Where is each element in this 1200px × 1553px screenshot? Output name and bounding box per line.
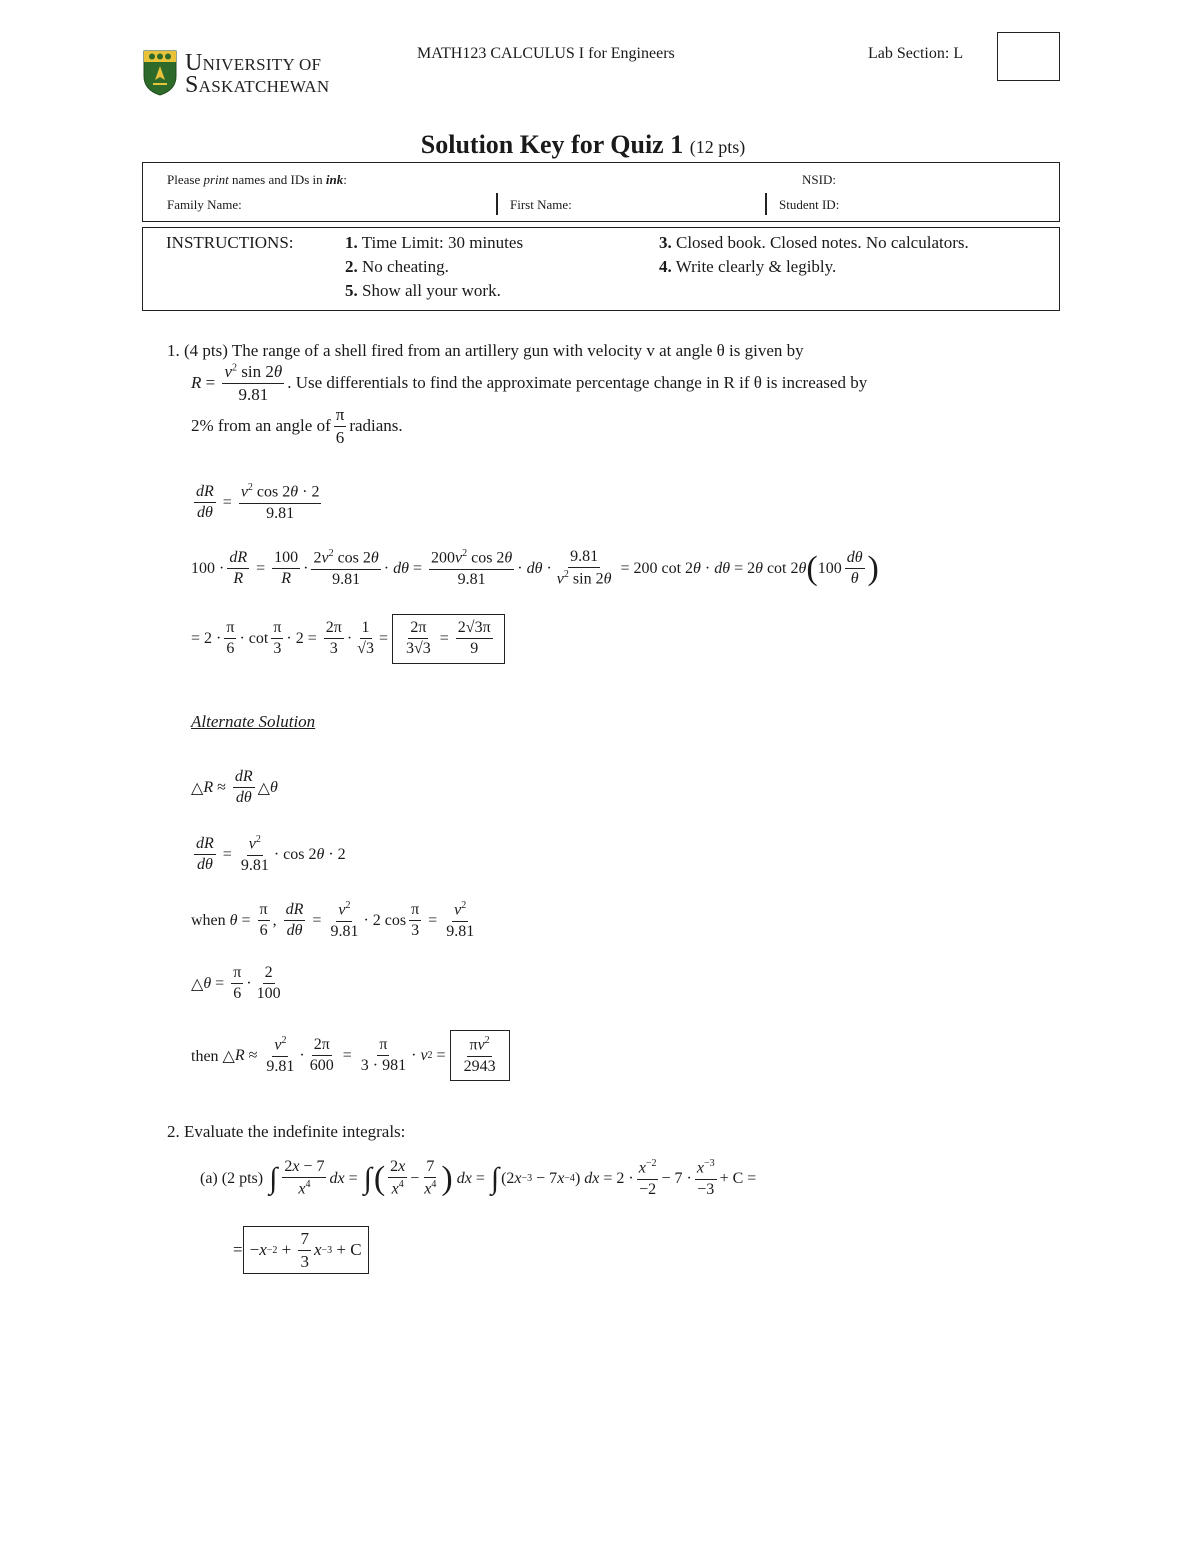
alternate-solution-heading: Alternate Solution [191, 712, 316, 731]
student-id-label: Student ID: [779, 197, 840, 212]
instruction-item: 2. No cheating. [345, 257, 449, 276]
q1-line3: 2% from an angle of $\frac{\pi}{6}$ radians. [191, 405, 403, 447]
alt-evaluate: when θ = $\frac{\pi}{6}$ , $\frac{dR}{d\theta}$ = $\frac{v^2}{9.81}$ · 2 cos $\frac{\pi}{3}$ = $\frac{v^2}{9.81}$ [191, 900, 475, 940]
q1-derivative: $\frac{dR}{d\theta}$ = $\frac{v^2 \cos 2\theta \cdot 2}{9.81}$ [196, 482, 320, 522]
print-names-label: Please print names and IDs in ink: [167, 172, 347, 187]
q1-answer-box: $\frac{2\pi}{3√3}$ = $\frac{2√3\pi}{9}$ [392, 614, 505, 664]
q1-line3-post: radians. [349, 416, 403, 436]
q1-line2-text: . Use differentials to find the approximate percentage change in R if θ is increased by [287, 373, 868, 393]
title-main: Solution Key for Quiz 1 [420, 130, 684, 159]
alt-derivative: $\frac{dR}{d\theta}$ = $\frac{v^2}{9.81}$ · cos 2 θ · 2 [196, 834, 346, 874]
names-divider [496, 193, 498, 215]
instruction-item: 5. Show all your work. [345, 281, 501, 300]
q1-line3-pre: 2% from an angle of [191, 416, 331, 436]
first-name-label: First Name: [510, 197, 572, 212]
q1-answer-line: = 2 · $\frac{\pi}{6}$ · cot $\frac{\pi}{3}$ · 2 = $\frac{2\pi}{3}$ · $\frac{1}{√3}$ = $\frac{2\pi}{3√3}$ = $\frac{2√3\pi}{9}$ [191, 614, 505, 664]
nsid-label: NSID: [802, 172, 836, 187]
alt-answer-line: then △ R ≈ $\frac{v^2}{9.81}$ · $\frac{2\pi}{600}$ = $\frac{\pi}{3 \cdot 981}$ · v 2 = $\frac{\pi v^2}{2943}$ [191, 1030, 510, 1081]
names-box [142, 162, 1060, 222]
university-name-line1: UNIVERSITY OF [185, 50, 322, 76]
q2a-integral: (a) (2 pts) ∫ $\frac{2x - 7}{x^4}$ dx = ∫ ( $\frac{2x}{x^4}$ − $\frac{7}{x^4}$ ) dx = ∫ (2 x −3 − 7 x −4 ) dx = 2 · $\frac{x^{-2}}{-2}$ − 7 · $\frac{x^{-3}}{-3}$ + C = [200, 1158, 757, 1198]
alt-approximation: △ R ≈ $\frac{dR}{d\theta}$ △ θ [191, 768, 278, 807]
university-crest-icon [143, 50, 177, 96]
university-name-line2: SASKATCHEWAN [185, 72, 330, 98]
lab-section-label: Lab Section: L [868, 45, 964, 62]
instruction-item: 1. Time Limit: 30 minutes [345, 233, 524, 252]
university-logo [143, 50, 348, 98]
title-points: (12 pts) [689, 137, 746, 157]
lab-section-box [997, 32, 1060, 81]
instruction-item: 3. Closed book. Closed notes. No calculators. [659, 233, 969, 252]
page-title [0, 130, 1166, 160]
family-name-label: Family Name: [167, 197, 242, 212]
q2-intro: 2. Evaluate the indefinite integrals: [167, 1122, 406, 1141]
alt-delta-theta: △ θ = $\frac{\pi}{6}$ · $\frac{2}{100}$ [191, 964, 281, 1003]
q1-percentage-equation: 100 · $\frac{dR}{R}$ = $\frac{100}{R}$ · $\frac{2v^2 \cos 2\theta}{9.81}$ · dθ = $\frac{200v^2 \cos 2\theta}{9.81}$ · dθ · $\frac{9.81}{v^2 \sin 2\theta}$ = 200 cot 2 θ · dθ = 2 θ cot 2 θ ( 100 $\frac{d\theta}{\theta}$ ) [191, 548, 879, 588]
q2a-answer-line: = − x −2 + $\frac{7}{3}$ x −3 + C [233, 1226, 369, 1274]
q2a-answer-box: − x −2 + $\frac{7}{3}$ x −3 + C [243, 1226, 369, 1274]
instruction-item: 4. Write clearly & legibly. [659, 257, 837, 276]
names-divider [765, 193, 767, 215]
instructions-label: INSTRUCTIONS: [166, 233, 294, 252]
course-title: MATH123 CALCULUS I for Engineers [417, 45, 675, 62]
q1-range-formula: R = $\frac{v^2 \sin 2\theta}{9.81}$ . Use differentials to find the approximate percentage change in R if θ is increased by [191, 362, 868, 404]
alt-answer-box: $\frac{\pi v^2}{2943}$ [450, 1030, 510, 1081]
q2a-label: (a) (2 pts) [200, 1169, 264, 1187]
q1-intro: 1. (4 pts) The range of a shell fired from an artillery gun with velocity v at angle θ is given by [167, 341, 804, 360]
